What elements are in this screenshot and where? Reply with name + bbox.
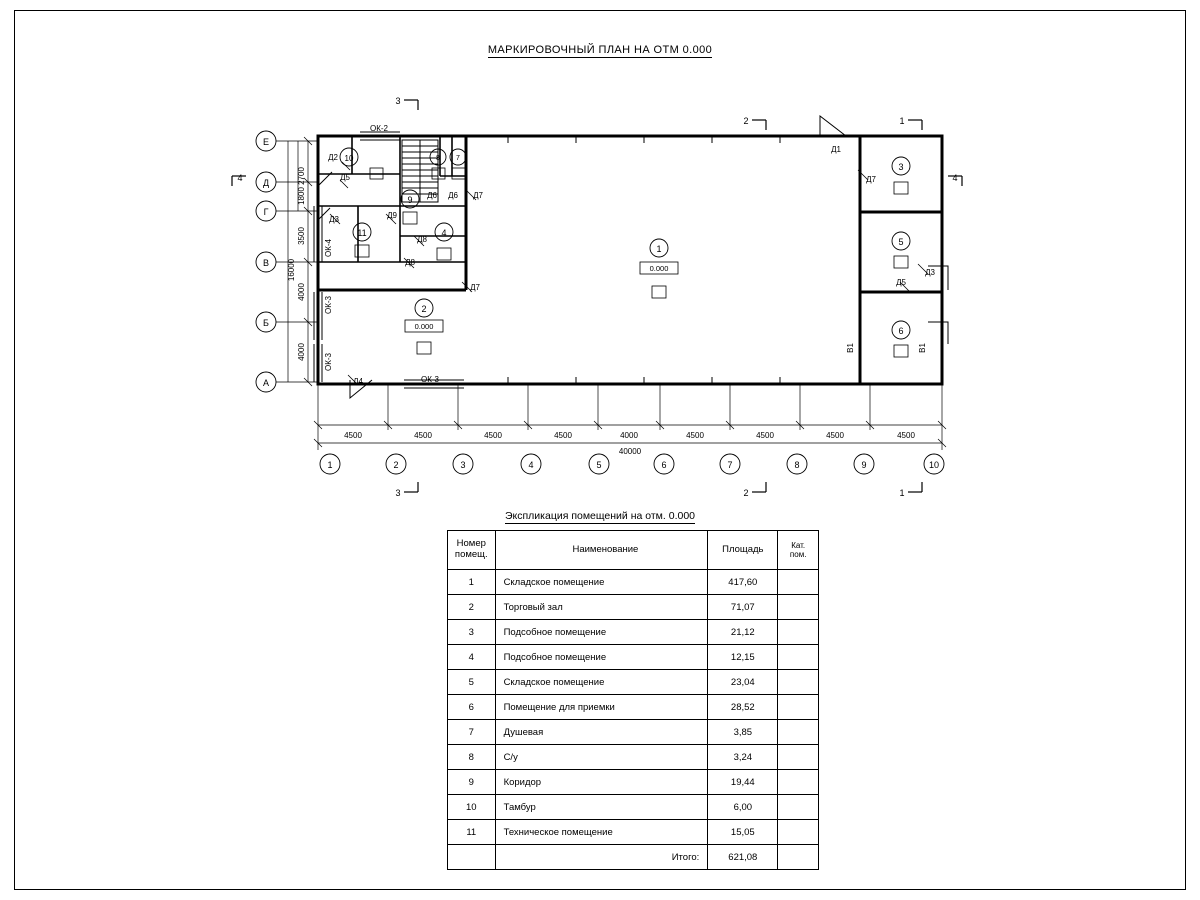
window-label: ОК-3 — [421, 375, 439, 384]
door-label: Д6 — [427, 191, 437, 200]
table-title: Экспликация помещений на отм. 0.000 — [504, 510, 696, 522]
cell-area: 21,12 — [708, 620, 778, 645]
axis-number: 1 — [327, 460, 333, 470]
table-row — [448, 670, 819, 695]
dimension-value: 4500 — [414, 431, 432, 440]
header-cell-area — [708, 531, 778, 570]
header-cell-number — [448, 531, 496, 570]
dimension-value: 4500 — [484, 431, 502, 440]
room-number: 1 — [656, 244, 662, 254]
axis-number: 9 — [861, 460, 867, 470]
cell-number: 5 — [448, 670, 496, 695]
door-label: Д1 — [831, 145, 841, 154]
dimension-value: 4500 — [344, 431, 362, 440]
cell-category — [778, 820, 819, 845]
table-row — [448, 770, 819, 795]
table-row — [448, 620, 819, 645]
door-label: Д6 — [448, 191, 458, 200]
cell-area: 3,24 — [708, 745, 778, 770]
cell-category — [778, 695, 819, 720]
cell-category — [778, 795, 819, 820]
door-label: Д5 — [340, 173, 350, 182]
axis-letter: В — [262, 258, 270, 268]
cell-area: 3,85 — [708, 720, 778, 745]
window-label: ОК-4 — [324, 239, 333, 257]
cell-area: 23,04 — [708, 670, 778, 695]
level-mark: 0.000 — [649, 264, 669, 273]
dimension-value: 4500 — [826, 431, 844, 440]
cell-number: 2 — [448, 595, 496, 620]
section-marks — [232, 100, 962, 492]
cell-area: 12,15 — [708, 645, 778, 670]
cell-name: Душевая — [495, 720, 708, 745]
section-mark-label: 3 — [395, 96, 401, 106]
section-mark-label: 1 — [899, 116, 905, 126]
cell-category — [778, 720, 819, 745]
header-line: Кат. — [791, 540, 806, 550]
door-label: Д3 — [329, 215, 339, 224]
level-mark: 0.000 — [414, 322, 434, 331]
header-cell-name — [495, 531, 708, 570]
door-label: Д7 — [470, 283, 480, 292]
section-mark-label: 1 — [899, 488, 905, 498]
table-row — [448, 795, 819, 820]
cell-number: 1 — [448, 570, 496, 595]
cell-name: Коридор — [495, 770, 708, 795]
table-total-row — [448, 845, 819, 870]
dimension-value: 3500 — [297, 227, 306, 245]
section-mark-label: 3 — [395, 488, 401, 498]
door-label: Д8 — [417, 235, 427, 244]
cell-number: 6 — [448, 695, 496, 720]
room-number: 3 — [898, 162, 904, 172]
cell-name: С/у — [495, 745, 708, 770]
table-header-row — [448, 531, 819, 570]
header-line: Номер — [456, 538, 486, 550]
cell-name: Подсобное помещение — [495, 645, 708, 670]
axis-number: 2 — [393, 460, 399, 470]
section-mark-label: 2 — [743, 116, 749, 126]
cell-name: Складское помещение — [495, 570, 708, 595]
header-line: пом. — [789, 550, 807, 559]
cell-category — [778, 745, 819, 770]
section-mark-label: 4 — [237, 173, 243, 183]
section-mark-label: 4 — [952, 173, 958, 183]
room-number: 7 — [456, 155, 460, 162]
cell-name: Подсобное помещение — [495, 620, 708, 645]
room-number: 10 — [344, 154, 354, 163]
dimension-value: 4500 — [554, 431, 572, 440]
table-row — [448, 745, 819, 770]
dimension-value: 4500 — [897, 431, 915, 440]
vent-label: В1 — [846, 343, 855, 353]
dimension-value: 4500 — [756, 431, 774, 440]
room-number: 2 — [421, 304, 427, 314]
total-label: Итого: — [495, 845, 708, 870]
cell-number: 10 — [448, 795, 496, 820]
cell-number: 3 — [448, 620, 496, 645]
cell-number: 11 — [448, 820, 496, 845]
table-row — [448, 695, 819, 720]
cell-area: 417,60 — [708, 570, 778, 595]
cell-number: 8 — [448, 745, 496, 770]
axis-bubbles-bottom — [320, 454, 944, 474]
cell-number: 7 — [448, 720, 496, 745]
cell-category — [778, 770, 819, 795]
dimension-value: 4500 — [686, 431, 704, 440]
cell-area: 19,44 — [708, 770, 778, 795]
cell-name: Техническое помещение — [495, 820, 708, 845]
cell-name: Торговый зал — [495, 595, 708, 620]
header-line: помещ. — [454, 549, 488, 560]
header-line: Наименование — [572, 543, 639, 555]
axis-number: 10 — [928, 460, 940, 470]
table-row — [448, 720, 819, 745]
total-value: 621,08 — [708, 845, 778, 870]
room-number: 4 — [441, 228, 447, 238]
total-category-cell — [778, 845, 819, 870]
window-label: ОК-3 — [324, 353, 333, 371]
table-row — [448, 645, 819, 670]
room-number: 11 — [357, 228, 367, 238]
table-row — [448, 570, 819, 595]
window-label: ОК-2 — [370, 124, 388, 133]
door-label: Д4 — [353, 377, 363, 386]
door-label: Д8 — [405, 258, 415, 267]
cell-name: Помещение для приемки — [495, 695, 708, 720]
dimension-chain-bottom — [314, 384, 946, 450]
dimension-value: 4000 — [297, 283, 306, 301]
room-schedule-table — [447, 530, 819, 870]
axis-letter: А — [262, 378, 270, 388]
plan-title: МАРКИРОВОЧНЫЙ ПЛАН НА ОТМ 0.000 — [487, 44, 713, 56]
cell-category — [778, 645, 819, 670]
room-number: 9 — [407, 195, 413, 205]
axis-number: 6 — [661, 460, 667, 470]
cell-area: 71,07 — [708, 595, 778, 620]
axis-number: 8 — [794, 460, 800, 470]
room-number: 6 — [898, 326, 904, 336]
axis-number: 3 — [460, 460, 466, 470]
cell-name: Тамбур — [495, 795, 708, 820]
cell-area: 6,00 — [708, 795, 778, 820]
dimension-value: 4000 — [620, 431, 638, 440]
axis-number: 7 — [727, 460, 733, 470]
header-cell-category — [778, 531, 819, 570]
cell-area: 28,52 — [708, 695, 778, 720]
axis-number: 4 — [528, 460, 534, 470]
axis-letter: Д — [262, 178, 270, 188]
axis-letter: Е — [262, 137, 270, 147]
dimension-total: 40000 — [618, 447, 642, 456]
door-label: Д3 — [925, 268, 935, 277]
cell-category — [778, 670, 819, 695]
axis-letter: Г — [263, 207, 269, 217]
section-mark-label: 2 — [743, 488, 749, 498]
room-number: 8 — [436, 155, 440, 162]
cell-name: Складское помещение — [495, 670, 708, 695]
cell-category — [778, 570, 819, 595]
wall-ticks — [508, 136, 780, 384]
dimension-value: 2700 — [297, 167, 306, 185]
header-line: Площадь — [722, 543, 764, 555]
dimension-total: 16000 — [287, 258, 296, 282]
cell-number: 4 — [448, 645, 496, 670]
door-label: Д2 — [328, 153, 338, 162]
axis-letter: Б — [263, 318, 269, 328]
door-label: Д5 — [896, 278, 906, 287]
axis-number: 5 — [596, 460, 602, 470]
total-blank-cell — [448, 845, 496, 870]
cell-category — [778, 620, 819, 645]
door-label: Д7 — [866, 175, 876, 184]
dimension-value: 4000 — [297, 343, 306, 361]
room-number: 5 — [898, 237, 904, 247]
door-label: Д9 — [387, 211, 397, 220]
door-label: Д7 — [473, 191, 483, 200]
vent-label: В1 — [918, 343, 927, 353]
table-row — [448, 595, 819, 620]
table-row — [448, 820, 819, 845]
window-label: ОК-3 — [324, 296, 333, 314]
cell-category — [778, 595, 819, 620]
dimension-value: 1800 — [297, 187, 306, 205]
cell-area: 15,05 — [708, 820, 778, 845]
cell-number: 9 — [448, 770, 496, 795]
